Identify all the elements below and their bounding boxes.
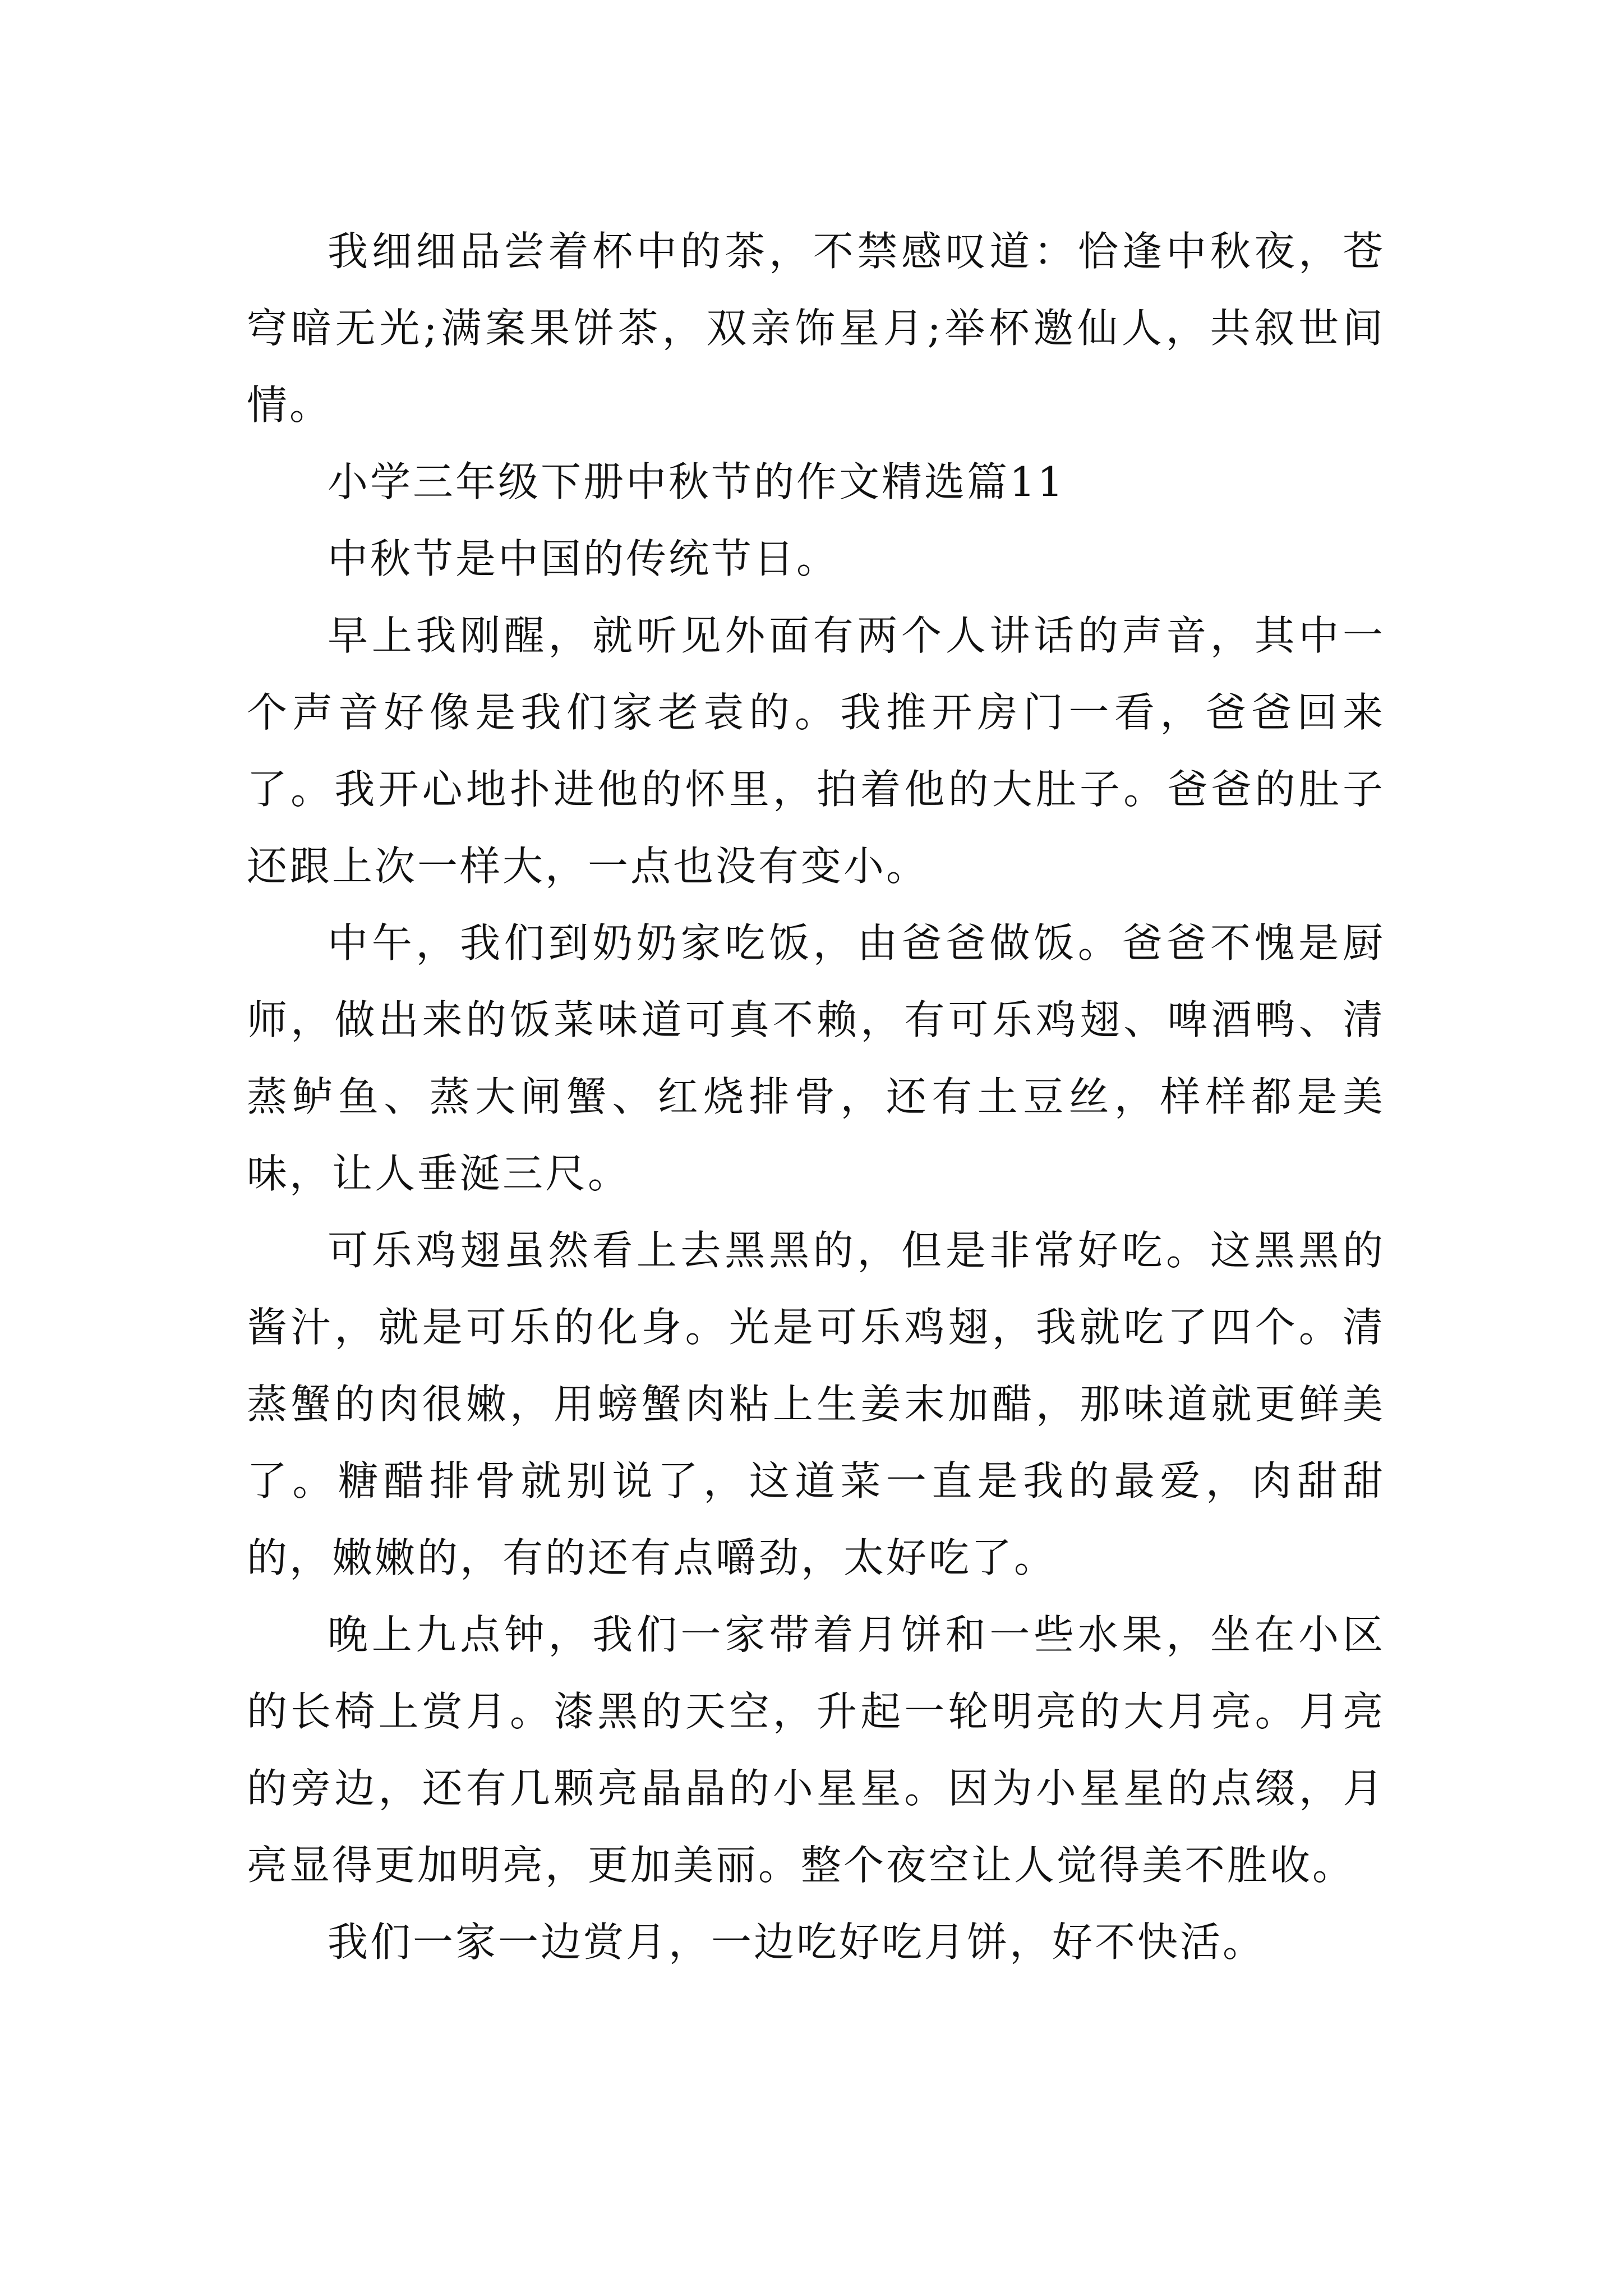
paragraph-noon: 中午，我们到奶奶家吃饭，由爸爸做饭。爸爸不愧是厨师，做出来的饭菜味道可真不赖，有可乐鸡翅、啤酒鸭、清蒸鲈鱼、蒸大闸蟹、红烧排骨，还有土豆丝，样样都是美味，让人垂涎三尺。 — [247, 919, 1385, 1197]
paragraph-dishes: 可乐鸡翅虽然看上去黑黑的，但是非常好吃。这黑黑的酱汁，就是可乐的化身。光是可乐鸡翅，我就吃了四个。清蒸蟹的肉很嫩，用螃蟹肉粘上生姜末加醋，那味道就更鲜美了。糖醋排骨就别说了，这道菜一直是我的最爱，肉甜甜的，嫩嫩的，有的还有点嚼劲，太好吃了。 — [247, 1227, 1385, 1581]
paragraph-intro: 中秋节是中国的传统节日。 — [328, 535, 840, 582]
paragraph-closing: 我们一家一边赏月，一边吃好吃月饼，好不快活。 — [328, 1918, 1266, 1966]
paragraph-tea-poem: 我细细品尝着杯中的茶，不禁感叹道：恰逢中秋夜，苍穹暗无光;满案果饼茶，双亲饰星月;举杯邀仙人，共叙世间情。 — [247, 228, 1385, 429]
document-body — [247, 213, 1385, 1981]
paragraph-evening: 晚上九点钟，我们一家带着月饼和一些水果，坐在小区的长椅上赏月。漆黑的天空，升起一轮明亮的大月亮。月亮的旁边，还有几颗亮晶晶的小星星。因为小星星的点缀，月亮显得更加明亮，更加美丽。整个夜空让人觉得美不胜收。 — [247, 1611, 1385, 1889]
section-title: 小学三年级下册中秋节的作文精选篇11 — [328, 458, 1066, 505]
paragraph-morning: 早上我刚醒，就听见外面有两个人讲话的声音，其中一个声音好像是我们家老袁的。我推开房门一看，爸爸回来了。我开心地扑进他的怀里，拍着他的大肚子。爸爸的肚子还跟上次一样大，一点也没有变小。 — [247, 612, 1385, 890]
